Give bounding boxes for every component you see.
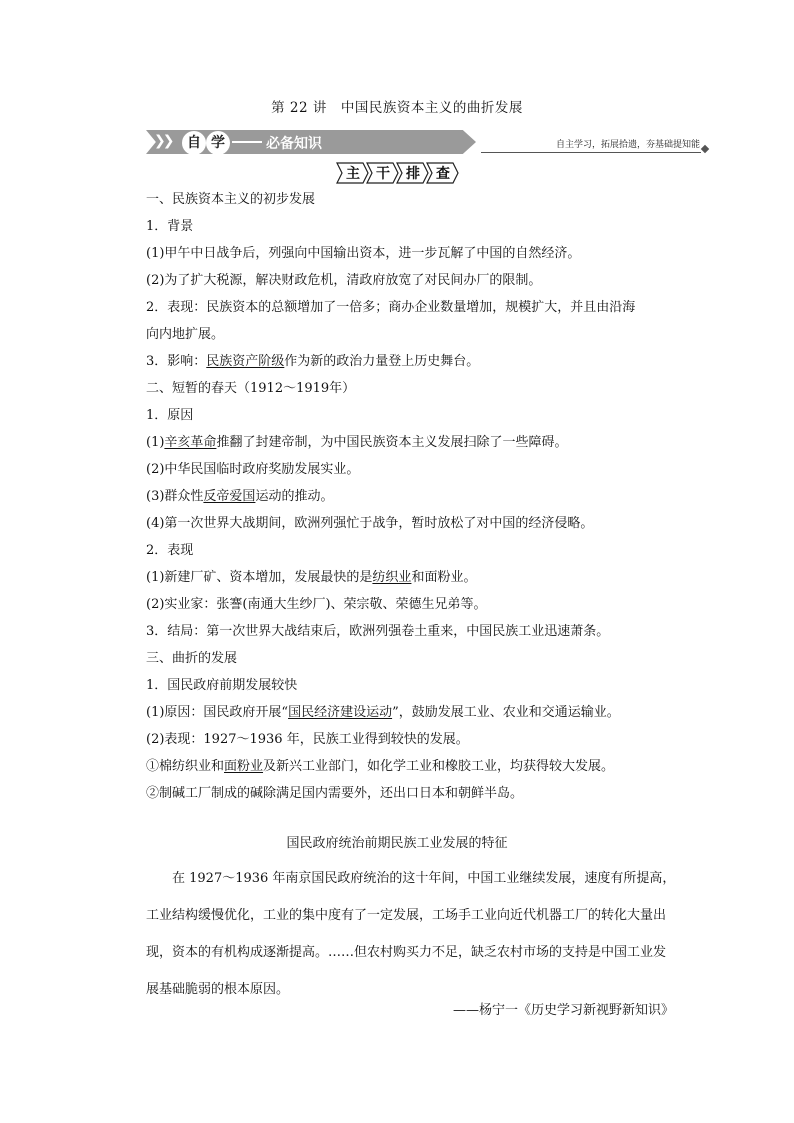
underlined-keyword: 反帝爱国 [203, 489, 256, 504]
text-segment: 推翻了封建帝制，为中国民族资本主义发展扫除了一些障碍。 [216, 435, 568, 450]
text-segment: (3)群众性 [146, 489, 204, 504]
text-line [146, 348, 666, 375]
quote-line: 展基础脆弱的根本原因。 [146, 982, 290, 997]
text-line [146, 564, 666, 591]
banner-slogan: 自主学习，拓展拾遗，夯基础提知能 [555, 140, 700, 150]
text-segment: ”，鼓励发展工业、农业和交通运输业。 [392, 705, 620, 720]
text-line: (2)表现：1927～1936 年，民族工业得到较快的发展。 [146, 732, 469, 747]
tag-label-1: 主 [346, 166, 360, 182]
section-tags [0, 161, 794, 185]
main-content [146, 186, 666, 807]
text-line: (2)为了扩大税源，解决财政危机，清政府放宽了对民间办厂的限制。 [146, 273, 542, 288]
text-segment: 及新兴工业部门，如化学工业和橡胶工业，均获得较大发展。 [263, 759, 615, 774]
tag-label-4: 查 [436, 166, 450, 182]
banner-dash [232, 141, 262, 143]
text-line [146, 429, 666, 456]
banner-char-2: 学 [206, 131, 230, 155]
text-line: (2)实业家：张謇(南通大生纱厂)、荣宗敬、荣德生兄弟等。 [146, 597, 487, 612]
text-segment: (1) [146, 435, 165, 450]
quote-source: ——杨宁一《历史学习新视野新知识》 [452, 1003, 674, 1018]
underlined-keyword: 民族资产阶级 [206, 354, 285, 369]
text-line: 3．结局：第一次世界大战结束后，欧洲列强卷土重来，中国民族工业迅速萧条。 [146, 624, 610, 639]
text-line: 1．背景 [146, 219, 194, 234]
text-line: 2．表现 [146, 543, 194, 558]
text-segment: 和面粉业。 [411, 570, 477, 585]
tag-label-2: 干 [376, 166, 390, 182]
page-title: 第 22 讲 中国民族资本主义的曲折发展 [271, 100, 523, 116]
text-segment: ①棉纺织业和 [146, 759, 225, 774]
text-line: 向内地扩展。 [146, 327, 225, 342]
text-segment: 运动的推动。 [255, 489, 334, 504]
text-segment: (1)新建厂矿、资本增加，发展最快的是 [146, 570, 373, 585]
underlined-keyword: 国民经济建设运动 [288, 705, 393, 720]
text-segment: (1)原因：国民政府开展“ [146, 705, 289, 720]
text-line: 2．表现：民族资本的总额增加了一倍多；商办企业数量增加，规模扩大，并且由沿海 [146, 300, 636, 315]
text-line [146, 699, 666, 726]
underlined-keyword: 面粉业 [224, 759, 264, 774]
text-line [146, 483, 666, 510]
banner-subject: 必备知识 [266, 136, 322, 152]
quote-title: 国民政府统治前期民族工业发展的特征 [286, 836, 508, 851]
text-line: ②制碱工厂制成的碱除满足国内需要外，还出口日本和朝鲜半岛。 [146, 786, 524, 801]
text-line: (1)甲午中日战争后，列强向中国输出资本，进一步瓦解了中国的自然经济。 [146, 246, 581, 261]
text-line: 三、曲折的发展 [146, 651, 238, 666]
section-banner [146, 127, 708, 157]
quote-line: 在 1927～1936 年南京国民政府统治的这十年间，中国工业继续发展，速度有所提高， [146, 871, 676, 886]
quote-line: 工业结构缓慢优化，工业的集中度有了一定发展，工场手工业向近代机器工厂的转化大量出 [146, 908, 667, 923]
text-line: 1．原因 [146, 408, 194, 423]
text-line [146, 753, 666, 780]
underlined-keyword: 辛亥革命 [164, 435, 217, 450]
tag-label-3: 排 [406, 166, 420, 182]
diamond-icon [701, 145, 709, 153]
text-segment: 3．影响： [146, 354, 207, 369]
quote-block [146, 860, 686, 1018]
underlined-keyword: 纺织业 [372, 570, 412, 585]
quote-line: 现，资本的有机构成逐渐提高。……但农村购买力不足，缺乏农村市场的支持是中国工业发 [146, 945, 667, 960]
text-line: 一、民族资本主义的初步发展 [146, 192, 316, 207]
text-line: 二、短暂的春天（1912～1919年） [146, 381, 356, 396]
text-segment: 作为新的政治力量登上历史舞台。 [284, 354, 480, 369]
tag-outline-group [335, 161, 459, 185]
double-chevron-icon: ❯❯ [154, 133, 172, 149]
text-line: (4)第一次世界大战期间，欧洲列强忙于战争，暂时放松了对中国的经济侵略。 [146, 516, 594, 531]
text-line: (2)中华民国临时政府奖励发展实业。 [146, 462, 360, 477]
banner-char-1: 自 [182, 131, 206, 155]
text-line: 1．国民政府前期发展较快 [146, 678, 298, 693]
banner-rule [481, 152, 701, 153]
